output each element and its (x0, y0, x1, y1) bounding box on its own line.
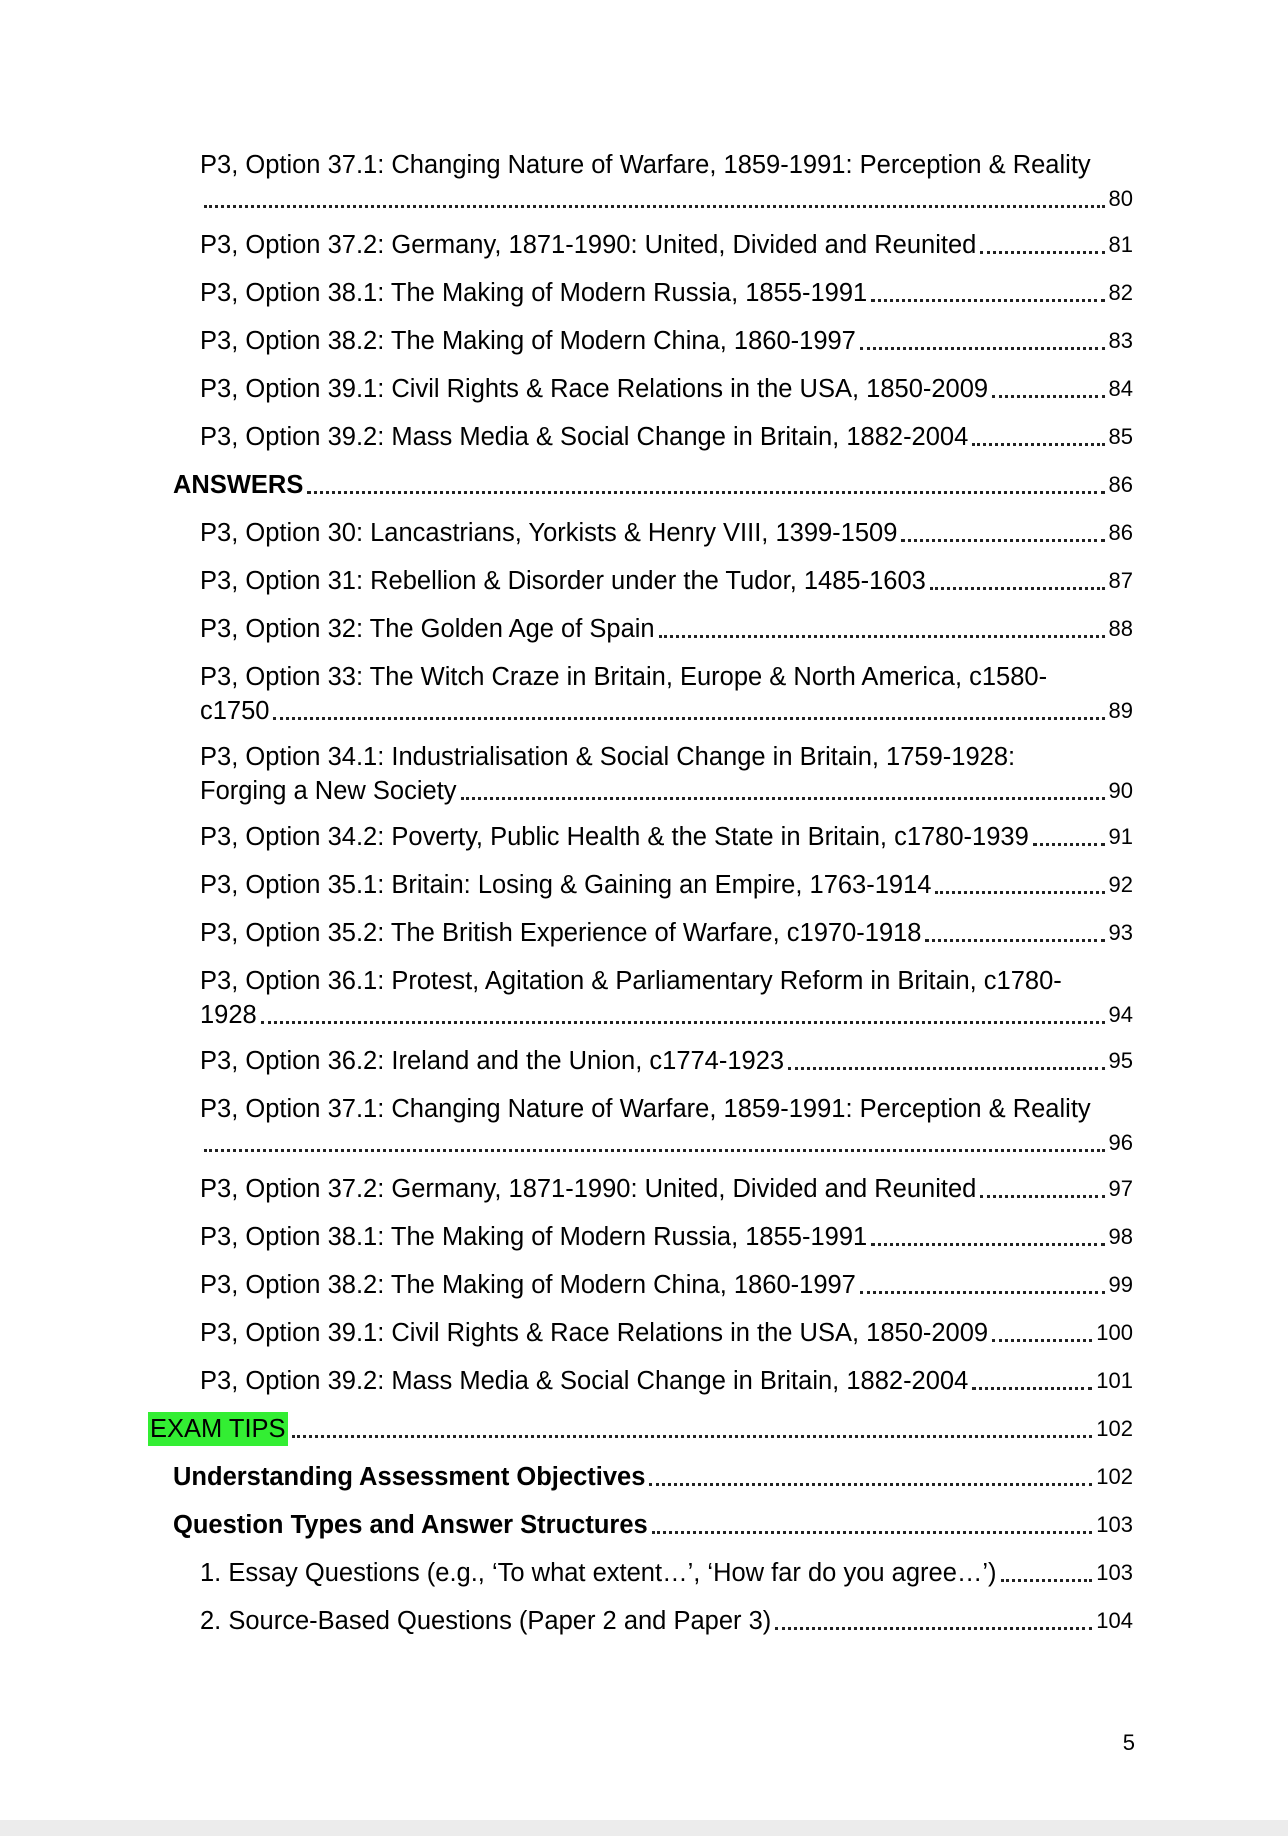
toc-entry[interactable] (148, 1220, 1133, 1254)
toc-entry[interactable] (148, 276, 1133, 310)
dot-leader (1001, 1578, 1093, 1582)
toc-entry[interactable] (148, 1508, 1133, 1542)
toc-entry[interactable] (148, 1316, 1133, 1350)
dot-leader (980, 1194, 1104, 1198)
toc-page-number: 91 (1108, 824, 1133, 849)
toc-entry-title: P3, Option 33: The Witch Craze in Britain, Europe & North America, c1580- (200, 663, 1048, 691)
toc-entry-title: P3, Option 31: Rebellion & Disorder under the Tudor, 1485-1603 (200, 567, 926, 595)
viewer-bottom-bar (0, 1820, 1288, 1836)
dot-leader (871, 298, 1104, 302)
toc-page-number: 98 (1108, 1224, 1133, 1249)
dot-leader (652, 1530, 1093, 1534)
toc-entry-title-continued: c1750 (200, 697, 270, 725)
dot-leader (860, 1290, 1105, 1294)
toc-page-number: 89 (1108, 698, 1133, 723)
toc-entry[interactable] (148, 740, 1133, 808)
toc-entry-title-continued: 1928 (200, 1001, 257, 1029)
toc-entry-title: P3, Option 35.2: The British Experience of Warfare, c1970-1918 (200, 919, 922, 947)
toc-entry[interactable] (148, 1604, 1133, 1638)
toc-entry-title-block (200, 1092, 1133, 1160)
dot-leader (273, 716, 1104, 720)
toc-entry-title: P3, Option 39.1: Civil Rights & Race Relations in the USA, 1850-2009 (200, 1319, 989, 1347)
toc-section-title: Understanding Assessment Objectives (173, 1463, 646, 1491)
toc-entry[interactable] (148, 964, 1133, 1032)
toc-section-title: Question Types and Answer Structures (173, 1511, 648, 1539)
toc-entry[interactable] (148, 820, 1133, 854)
dot-leader (901, 538, 1104, 542)
dot-leader (980, 250, 1104, 254)
dot-leader (292, 1434, 1093, 1438)
dot-leader (935, 890, 1104, 894)
toc-page-number: 103 (1096, 1512, 1133, 1537)
toc-entry[interactable] (148, 1412, 1133, 1446)
toc-entry-title: P3, Option 38.1: The Making of Modern Russia, 1855-1991 (200, 1223, 868, 1251)
toc-page-number: 103 (1096, 1560, 1133, 1585)
toc-entry[interactable] (148, 868, 1133, 902)
toc-page-number: 96 (1108, 1130, 1133, 1155)
dot-leader (204, 204, 1105, 208)
dot-leader (659, 634, 1105, 638)
toc-entry[interactable] (148, 564, 1133, 598)
dot-leader (261, 1020, 1105, 1024)
toc-entry[interactable] (148, 1044, 1133, 1078)
toc-entry-title: P3, Option 37.1: Changing Nature of Warfare, 1859-1991: Perception & Reality (200, 1095, 1091, 1123)
toc-entry-title: 2. Source-Based Questions (Paper 2 and Paper 3) (200, 1607, 772, 1635)
toc-page-number: 101 (1096, 1368, 1133, 1393)
toc-entry[interactable] (148, 916, 1133, 950)
toc-page-number: 82 (1108, 280, 1133, 305)
toc-entry-title: P3, Option 37.2: Germany, 1871-1990: United, Divided and Reunited (200, 1175, 977, 1203)
dot-leader (788, 1066, 1104, 1070)
toc-entry-title: P3, Option 34.2: Poverty, Public Health & the State in Britain, c1780-1939 (200, 823, 1029, 851)
toc-page-number: 102 (1096, 1416, 1133, 1441)
dot-leader (972, 1386, 1092, 1390)
toc-entry-title: P3, Option 36.1: Protest, Agitation & Parliamentary Reform in Britain, c1780- (200, 967, 1062, 995)
toc-entry-continuation (200, 1126, 1133, 1160)
dot-leader (775, 1626, 1092, 1630)
toc-entry[interactable] (148, 468, 1133, 502)
dot-leader (925, 938, 1104, 942)
toc-page-number: 95 (1108, 1048, 1133, 1073)
toc-entry-title: P3, Option 38.2: The Making of Modern China, 1860-1997 (200, 1271, 856, 1299)
toc-entry[interactable] (148, 1556, 1133, 1590)
dot-leader (871, 1242, 1104, 1246)
toc-page-number: 102 (1096, 1464, 1133, 1489)
toc-entry-title: P3, Option 36.2: Ireland and the Union, c1774-1923 (200, 1047, 785, 1075)
toc-entry-title-block (200, 660, 1133, 728)
toc-entry-title-block (200, 964, 1133, 1032)
toc-page-number: 86 (1108, 472, 1133, 497)
dot-leader (1033, 842, 1105, 846)
toc-page-number: 84 (1108, 376, 1133, 401)
table-of-contents (148, 148, 1133, 1652)
toc-entry[interactable] (148, 420, 1133, 454)
toc-page-number: 85 (1108, 424, 1133, 449)
toc-entry-title: P3, Option 38.1: The Making of Modern Russia, 1855-1991 (200, 279, 868, 307)
toc-entry-title: P3, Option 34.1: Industrialisation & Social Change in Britain, 1759-1928: (200, 743, 1016, 771)
toc-entry-title: P3, Option 32: The Golden Age of Spain (200, 615, 655, 643)
dot-leader (930, 586, 1105, 590)
toc-entry[interactable] (148, 1364, 1133, 1398)
toc-entry-title-block (200, 148, 1133, 216)
toc-entry-title-block (200, 740, 1133, 808)
toc-page-number: 92 (1108, 872, 1133, 897)
toc-entry-title: P3, Option 39.1: Civil Rights & Race Relations in the USA, 1850-2009 (200, 375, 989, 403)
toc-page-number: 93 (1108, 920, 1133, 945)
toc-page-number: 88 (1108, 616, 1133, 641)
toc-page-number: 81 (1108, 232, 1133, 257)
toc-entry[interactable] (148, 324, 1133, 358)
dot-leader (992, 1338, 1092, 1342)
dot-leader (992, 394, 1104, 398)
toc-entry-title: P3, Option 37.1: Changing Nature of Warfare, 1859-1991: Perception & Reality (200, 151, 1091, 179)
toc-entry-continuation (200, 774, 1133, 808)
toc-entry[interactable] (148, 612, 1133, 646)
toc-page-number: 100 (1096, 1320, 1133, 1345)
toc-entry-title: P3, Option 35.1: Britain: Losing & Gaining an Empire, 1763-1914 (200, 871, 932, 899)
page-number: 5 (1122, 1730, 1135, 1755)
toc-page-number: 90 (1108, 778, 1133, 803)
toc-entry-continuation (200, 694, 1133, 728)
toc-entry[interactable] (148, 1172, 1133, 1206)
toc-entry[interactable] (148, 1460, 1133, 1494)
toc-entry-title: P3, Option 38.2: The Making of Modern China, 1860-1997 (200, 327, 856, 355)
toc-page-number: 104 (1096, 1608, 1133, 1633)
toc-entry[interactable] (148, 372, 1133, 406)
dot-leader (860, 346, 1105, 350)
toc-entry[interactable] (148, 660, 1133, 728)
toc-section-title: ANSWERS (173, 471, 304, 499)
dot-leader (461, 796, 1105, 800)
toc-entry[interactable] (148, 1268, 1133, 1302)
toc-entry[interactable] (148, 228, 1133, 262)
toc-page-number: 99 (1108, 1272, 1133, 1297)
toc-page-number: 87 (1108, 568, 1133, 593)
toc-entry-title: P3, Option 39.2: Mass Media & Social Change in Britain, 1882-2004 (200, 1367, 969, 1395)
toc-entry-title: P3, Option 37.2: Germany, 1871-1990: United, Divided and Reunited (200, 231, 977, 259)
toc-entry-title: P3, Option 39.2: Mass Media & Social Change in Britain, 1882-2004 (200, 423, 969, 451)
toc-entry[interactable] (148, 516, 1133, 550)
dot-leader (972, 442, 1104, 446)
toc-entry-title: P3, Option 30: Lancastrians, Yorkists & Henry VIII, 1399-1509 (200, 519, 898, 547)
dot-leader (204, 1148, 1105, 1152)
toc-page-number: 94 (1108, 1002, 1133, 1027)
toc-page-number: 86 (1108, 520, 1133, 545)
toc-page-number: 80 (1108, 186, 1133, 211)
toc-entry[interactable] (148, 1092, 1133, 1160)
toc-page-number: 83 (1108, 328, 1133, 353)
toc-entry[interactable] (148, 148, 1133, 216)
toc-entry-title: 1. Essay Questions (e.g., ‘To what extent…’, ‘How far do you agree…’) (200, 1559, 997, 1587)
toc-entry-continuation (200, 998, 1133, 1032)
dot-leader (649, 1482, 1092, 1486)
toc-entry-continuation (200, 182, 1133, 216)
toc-entry-title-continued: Forging a New Society (200, 777, 457, 805)
toc-page-number: 97 (1108, 1176, 1133, 1201)
toc-section-title-highlighted: EXAM TIPS (148, 1412, 288, 1446)
dot-leader (307, 490, 1104, 494)
